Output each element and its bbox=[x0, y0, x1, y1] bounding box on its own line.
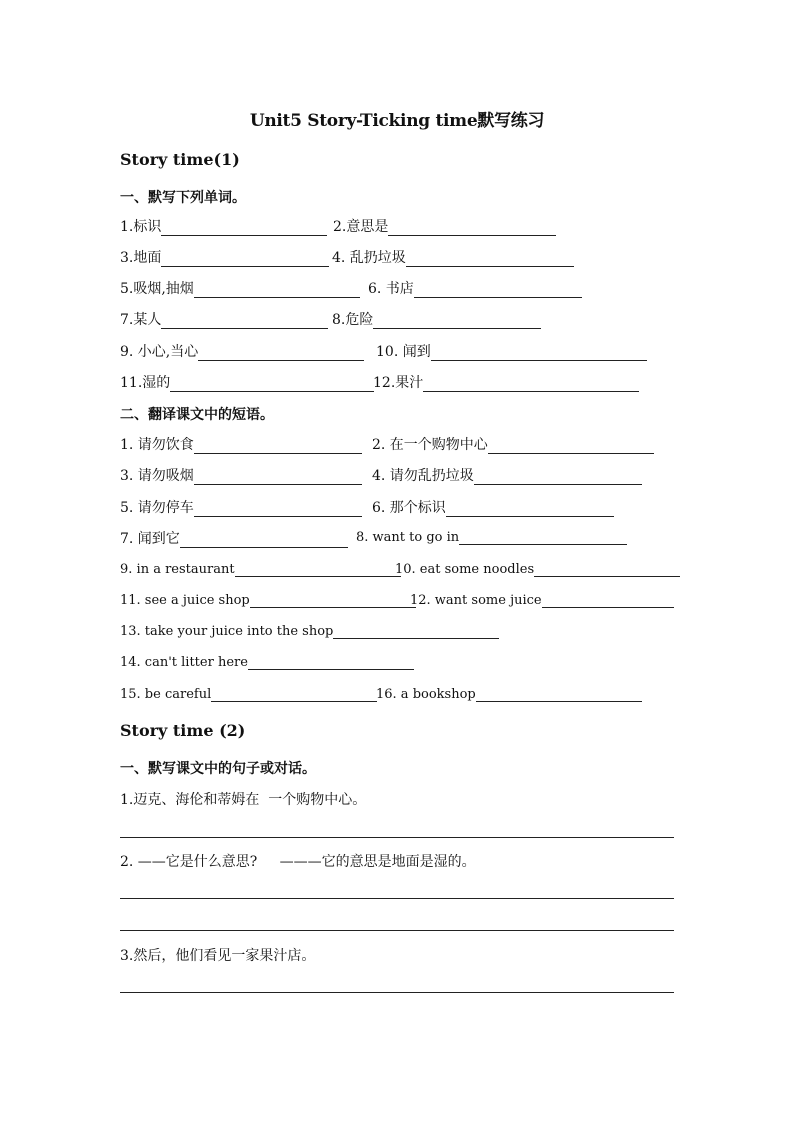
phrase-row bbox=[120, 528, 680, 550]
answer-blank[interactable] bbox=[250, 591, 416, 608]
phrase-item-15: 15. be careful bbox=[120, 685, 377, 702]
answer-blank[interactable] bbox=[446, 500, 614, 517]
word-row bbox=[120, 309, 680, 331]
phrase-item-8: 8. want to go in bbox=[356, 528, 627, 545]
phrase-row bbox=[120, 653, 680, 675]
word-row bbox=[120, 216, 680, 238]
answer-blank[interactable] bbox=[198, 344, 364, 361]
answer-blank[interactable] bbox=[194, 437, 362, 454]
answer-line[interactable] bbox=[120, 930, 674, 931]
answer-blank[interactable] bbox=[476, 685, 642, 702]
phrase-item-13: 13. take your juice into the shop bbox=[120, 622, 499, 639]
phrase-item-3: 3. 请勿吸烟 bbox=[120, 465, 362, 485]
answer-blank[interactable] bbox=[423, 375, 639, 392]
phrase-item-12: 12. want some juice bbox=[410, 591, 674, 608]
word-item-11: 11.湿的 bbox=[120, 372, 374, 392]
answer-line[interactable] bbox=[120, 837, 674, 838]
answer-blank[interactable] bbox=[235, 560, 401, 577]
answer-blank[interactable] bbox=[180, 531, 348, 548]
answer-blank[interactable] bbox=[534, 560, 680, 577]
word-item-6: 6. 书店 bbox=[368, 278, 582, 298]
answer-line[interactable] bbox=[120, 992, 674, 993]
answer-blank[interactable] bbox=[488, 437, 654, 454]
word-row bbox=[120, 247, 680, 269]
phrase-row bbox=[120, 591, 680, 613]
phrase-item-16: 16. a bookshop bbox=[376, 685, 642, 702]
word-item-10: 10. 闻到 bbox=[376, 341, 647, 361]
answer-blank[interactable] bbox=[333, 622, 499, 639]
phrase-item-1: 1. 请勿饮食 bbox=[120, 434, 362, 454]
phrase-item-6: 6. 那个标识 bbox=[372, 497, 614, 517]
word-item-12: 12.果汁 bbox=[373, 372, 639, 392]
word-row bbox=[120, 372, 680, 394]
answer-blank[interactable] bbox=[388, 219, 556, 236]
answer-blank[interactable] bbox=[211, 685, 377, 702]
answer-blank[interactable] bbox=[194, 281, 360, 298]
word-item-7: 7.某人 bbox=[120, 309, 328, 329]
word-item-4: 4. 乱扔垃圾 bbox=[332, 247, 574, 267]
word-item-3: 3.地面 bbox=[120, 247, 329, 267]
word-item-1: 1.标识 bbox=[120, 216, 327, 236]
phrase-row bbox=[120, 622, 680, 644]
phrase-item-10: 10. eat some noodles bbox=[395, 560, 680, 577]
answer-blank[interactable] bbox=[161, 219, 327, 236]
phrase-item-2: 2. 在一个购物中心 bbox=[372, 434, 654, 454]
answer-blank[interactable] bbox=[161, 250, 329, 267]
answer-blank[interactable] bbox=[248, 653, 414, 670]
section-phrase-translation-title: 二、翻译课文中的短语。 bbox=[120, 407, 274, 423]
answer-line[interactable] bbox=[120, 898, 674, 899]
sentence-question-2: 2. ——它是什么意思? ———它的意思是地面是湿的。 bbox=[120, 854, 476, 870]
phrase-row bbox=[120, 560, 680, 582]
word-row bbox=[120, 278, 680, 300]
page-title: Unit5 Story-Ticking time默写练习 bbox=[249, 111, 545, 131]
sentence-question-1: 1.迈克、海伦和蒂姆在 一个购物中心。 bbox=[120, 792, 367, 808]
word-row bbox=[120, 341, 680, 363]
answer-blank[interactable] bbox=[161, 312, 328, 329]
word-item-2: 2.意思是 bbox=[333, 216, 556, 236]
phrase-item-5: 5. 请勿停车 bbox=[120, 497, 362, 517]
sentence-question-3: 3.然后，他们看见一家果汁店。 bbox=[120, 948, 316, 964]
phrase-item-9: 9. in a restaurant bbox=[120, 560, 401, 577]
answer-blank[interactable] bbox=[414, 281, 582, 298]
word-item-9: 9. 小心,当心 bbox=[120, 341, 364, 361]
story-time-1-heading: Story time(1) bbox=[120, 150, 240, 169]
answer-blank[interactable] bbox=[194, 468, 362, 485]
word-item-5: 5.吸烟,抽烟 bbox=[120, 278, 360, 298]
phrase-row bbox=[120, 497, 680, 519]
answer-blank[interactable] bbox=[431, 344, 647, 361]
story-time-2-heading: Story time (2) bbox=[120, 721, 246, 740]
phrase-item-4: 4. 请勿乱扔垃圾 bbox=[372, 465, 642, 485]
phrase-row bbox=[120, 465, 680, 487]
answer-blank[interactable] bbox=[542, 591, 674, 608]
phrase-item-7: 7. 闻到它 bbox=[120, 528, 348, 548]
answer-blank[interactable] bbox=[474, 468, 642, 485]
section-sentence-dictation-title: 一、默写课文中的句子或对话。 bbox=[120, 761, 316, 777]
phrase-item-11: 11. see a juice shop bbox=[120, 591, 416, 608]
phrase-row bbox=[120, 434, 680, 456]
section-word-dictation-title: 一、默写下列单词。 bbox=[120, 190, 246, 206]
phrase-row bbox=[120, 685, 680, 707]
answer-blank[interactable] bbox=[170, 375, 374, 392]
word-item-8: 8.危险 bbox=[332, 309, 541, 329]
answer-blank[interactable] bbox=[194, 500, 362, 517]
answer-blank[interactable] bbox=[373, 312, 541, 329]
answer-blank[interactable] bbox=[406, 250, 574, 267]
phrase-item-14: 14. can't litter here bbox=[120, 653, 414, 670]
answer-blank[interactable] bbox=[459, 528, 627, 545]
